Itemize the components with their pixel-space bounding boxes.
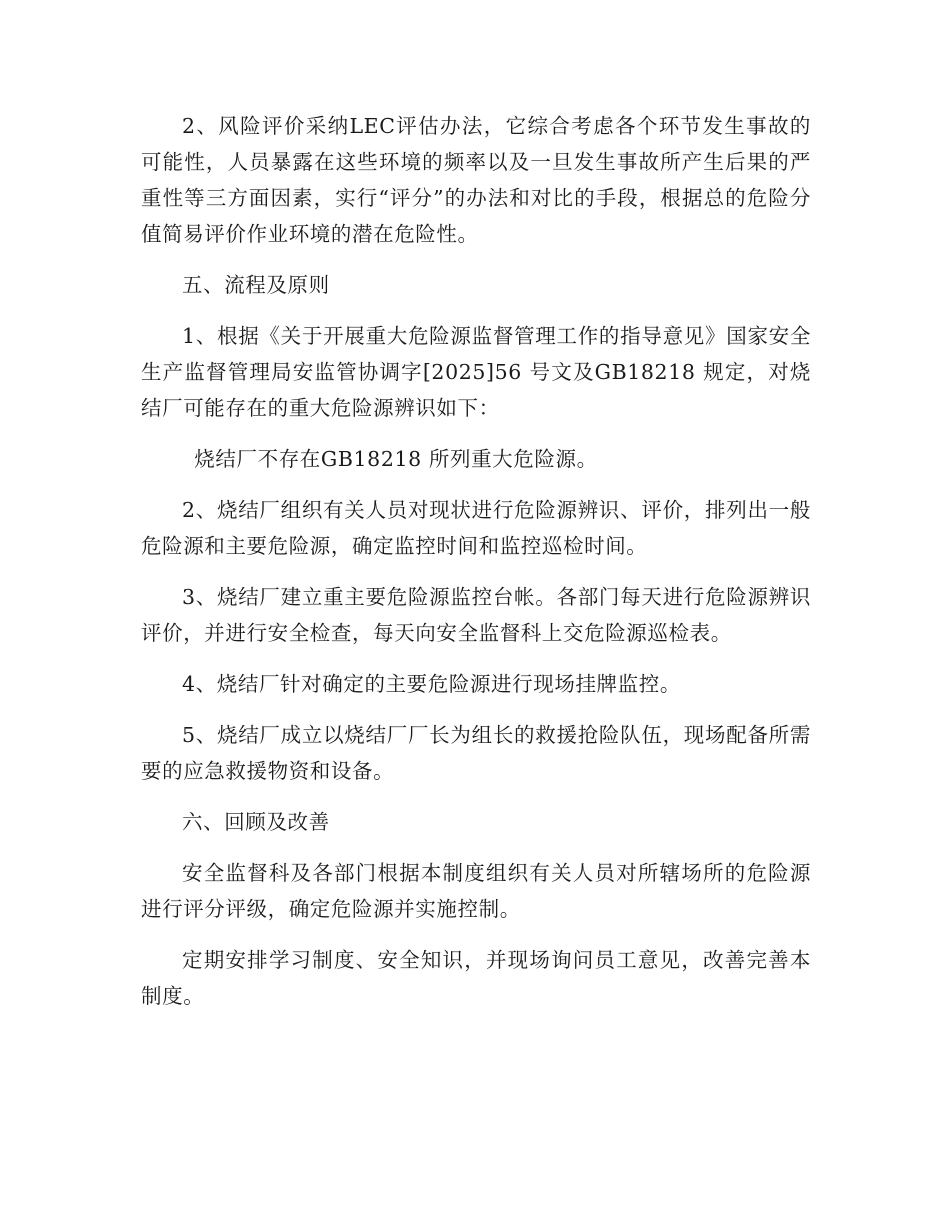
paragraph-ledger: 3、烧结厂建立重主要危险源监控台帐。各部门每天进行危险源辨识评价，并进行安全检查，每天向安全监督科上交危险源巡检表。: [141, 585, 811, 645]
document-body: [141, 108, 811, 1029]
paragraph-signage: 4、烧结厂针对确定的主要危险源进行现场挂牌监控。: [182, 672, 681, 696]
paragraph-evaluation: 2、烧结厂组织有关人员对现状进行危险源辨识、评价，排列出一般危险源和主要危险源，确定监控时间和监控巡检时间。: [141, 498, 811, 558]
paragraph-identification: 1、根据《关于开展重大危险源监督管理工作的指导意见》国家安全生产监督管理局安监管协调字[2025]56 号文及GB18218 规定，对烧结厂可能存在的重大危险源辨识如下：: [141, 324, 811, 420]
paragraph-rescue-team: 5、烧结厂成立以烧结厂厂长为组长的救援抢险队伍，现场配备所需要的应急救援物资和设备。: [141, 723, 811, 783]
section-heading-review: 六、回顾及改善: [182, 810, 330, 834]
paragraph-grading: 安全监督科及各部门根据本制度组织有关人员对所辖场所的危险源进行评分评级，确定危险源并实施控制。: [141, 861, 811, 921]
paragraph-lec-method: 2、风险评价采纳LEC评估办法，它综合考虑各个环节发生事故的可能性，人员暴露在这些环境的频率以及一旦发生事故所产生后果的严重性等三方面因素，实行“评分”的办法和对比的手段，根据总的危险分值简易评价作业环境的潜在危险性。: [141, 114, 811, 246]
paragraph-training: 定期安排学习制度、安全知识，并现场询问员工意见，改善完善本制度。: [141, 948, 811, 1008]
paragraph-no-major-hazard: 烧结厂不存在GB18218 所列重大危险源。: [194, 447, 598, 471]
section-heading-process: 五、流程及原则: [182, 273, 330, 297]
